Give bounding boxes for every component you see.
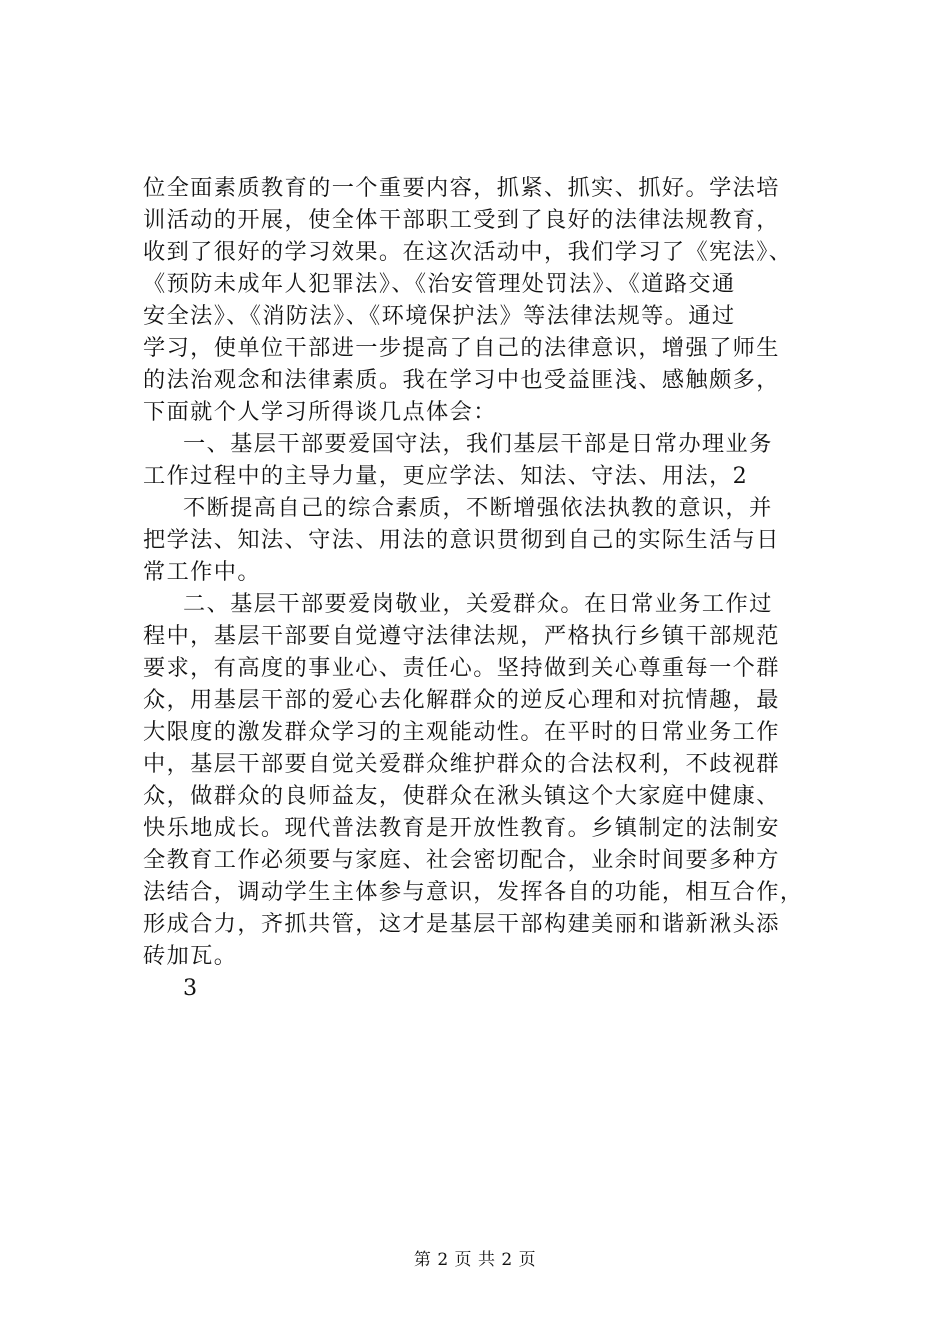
text-line: 训活动的开展，使全体干部职工受到了良好的法律法规教育， [143,207,780,233]
text-line: 下面就个人学习所得谈几点体会： [143,399,497,425]
body-text [143,172,833,1004]
text-line: 学习，使单位干部进一步提高了自己的法律意识，增强了师生 [143,335,780,361]
text-line: 《预防未成年人犯罪法》、《治安管理处罚法》、《道路交通 [143,271,736,297]
text-line: 程中，基层干部要自觉遵守法律法规，严格执行乡镇干部规范 [143,623,780,649]
text-line: 全教育工作必须要与家庭、社会密切配合，业余时间要多种方 [143,847,780,873]
text-line: 位全面素质教育的一个重要内容，抓紧、抓实、抓好。学法培 [143,175,780,201]
text-line: 砖加瓦。 [143,943,238,969]
text-line: 快乐地成长。现代普法教育是开放性教育。乡镇制定的法制安 [143,815,780,841]
text-line: 众，做群众的良师益友，使群众在湫头镇这个大家庭中健康、 [143,783,780,809]
text-line: 安全法》、《消防法》、《环境保护法》等法律法规等。通过 [143,303,736,329]
text-line: 把学法、知法、守法、用法的意识贯彻到自己的实际生活与日 [143,527,780,553]
text-line: 不断提高自己的综合素质，不断增强依法执教的意识，并 [183,495,773,521]
text-line: 形成合力，齐抓共管，这才是基层干部构建美丽和谐新湫头添 [143,911,780,937]
text-line: 众，用基层干部的爱心去化解群众的逆反心理和对抗情趣，最 [143,687,780,713]
text-line: 中，基层干部要自觉关爱群众维护群众的合法权利，不歧视群 [143,751,780,777]
text-line: 常工作中。 [143,559,261,585]
text-line: 要求，有高度的事业心、责任心。坚持做到关心尊重每一个群 [143,655,780,681]
text-line: 收到了很好的学习效果。在这次活动中，我们学习了《宪法》、 [143,239,793,265]
text-line: 大限度的激发群众学习的主观能动性。在平时的日常业务工作 [143,719,780,745]
text-line: 工作过程中的主导力量，更应学法、知法、守法、用法，2 [143,463,749,489]
page-footer: 第 2 页 共 2 页 [413,1250,537,1270]
text-line: 法结合，调动学生主体参与意识，发挥各自的功能，相互合作， [143,879,804,905]
paragraph-heading-1: 一、基层干部要爱国守法，我们基层干部是日常办理业务 [183,431,773,457]
stray-page-number: 3 [183,975,199,1001]
text-line: 的法治观念和法律素质。我在学习中也受益匪浅、感触颇多， [143,367,780,393]
paragraph-heading-2: 二、基层干部要爱岗敬业，关爱群众。在日常业务工作过 [183,591,773,617]
